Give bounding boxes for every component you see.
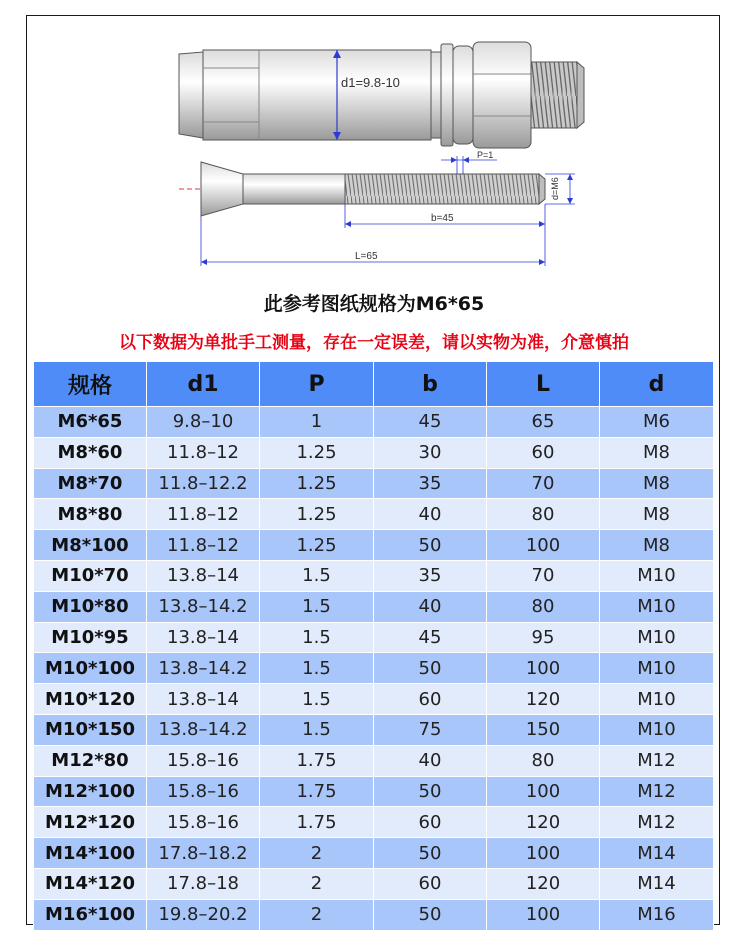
- cell-p: 2: [260, 838, 374, 869]
- cell-b: 40: [374, 745, 487, 776]
- cell-d1: 15.8–16: [147, 745, 260, 776]
- header-spec: 规格: [34, 362, 147, 407]
- measurement-disclaimer: 以下数据为单批手工测量，存在一定误差，请以实物为准，介意慎拍: [119, 333, 629, 353]
- cell-spec: M10*120: [34, 684, 147, 715]
- cell-d: M8: [600, 530, 714, 561]
- spec-sheet-frame: [26, 15, 720, 925]
- table-body: [34, 407, 714, 931]
- cell-l: 100: [487, 653, 600, 684]
- cell-spec: M12*100: [34, 776, 147, 807]
- cell-p: 1.5: [260, 714, 374, 745]
- cell-l: 150: [487, 714, 600, 745]
- cell-spec: M10*100: [34, 653, 147, 684]
- cell-l: 120: [487, 868, 600, 899]
- table-row: [34, 653, 714, 684]
- cell-p: 1.75: [260, 776, 374, 807]
- cell-l: 100: [487, 838, 600, 869]
- bottom-bolt-figure: [179, 150, 575, 266]
- cell-l: 80: [487, 745, 600, 776]
- table-row: [34, 560, 714, 591]
- cell-d1: 17.8–18: [147, 868, 260, 899]
- cell-l: 60: [487, 437, 600, 468]
- table-row: [34, 807, 714, 838]
- cell-d1: 13.8–14.2: [147, 714, 260, 745]
- cell-d1: 13.8–14.2: [147, 591, 260, 622]
- table-row: [34, 714, 714, 745]
- table-row: [34, 684, 714, 715]
- cell-d: M8: [600, 468, 714, 499]
- cell-spec: M12*80: [34, 745, 147, 776]
- cell-d1: 11.8–12: [147, 437, 260, 468]
- cell-d: M10: [600, 560, 714, 591]
- table-row: [34, 622, 714, 653]
- cell-p: 2: [260, 868, 374, 899]
- cell-d1: 9.8–10: [147, 407, 260, 438]
- table-row: [34, 868, 714, 899]
- cell-d1: 11.8–12: [147, 530, 260, 561]
- cell-b: 50: [374, 899, 487, 930]
- cell-l: 100: [487, 530, 600, 561]
- cell-b: 35: [374, 468, 487, 499]
- cell-b: 60: [374, 868, 487, 899]
- cell-p: 1.5: [260, 560, 374, 591]
- cell-d1: 13.8–14: [147, 622, 260, 653]
- cell-l: 80: [487, 499, 600, 530]
- header-p: P: [260, 362, 374, 407]
- table-header-row: [34, 362, 714, 407]
- cell-b: 35: [374, 560, 487, 591]
- pitch-dimension-label: P=1: [477, 150, 494, 160]
- cell-p: 1.25: [260, 499, 374, 530]
- header-l: L: [487, 362, 600, 407]
- table-row: [34, 776, 714, 807]
- cell-d: M14: [600, 838, 714, 869]
- cell-d1: 11.8–12: [147, 499, 260, 530]
- cell-l: 100: [487, 776, 600, 807]
- header-d: d: [600, 362, 714, 407]
- cell-d: M12: [600, 807, 714, 838]
- table-row: [34, 591, 714, 622]
- cell-d: M14: [600, 868, 714, 899]
- cell-spec: M8*60: [34, 437, 147, 468]
- cell-l: 100: [487, 899, 600, 930]
- table-row: [34, 437, 714, 468]
- spec-table: [33, 361, 714, 931]
- cell-d: M12: [600, 745, 714, 776]
- cell-d: M10: [600, 653, 714, 684]
- cell-spec: M8*100: [34, 530, 147, 561]
- cell-d: M16: [600, 899, 714, 930]
- cell-d1: 15.8–16: [147, 776, 260, 807]
- table-row: [34, 745, 714, 776]
- cell-p: 1.5: [260, 622, 374, 653]
- cell-spec: M8*80: [34, 499, 147, 530]
- drawing-caption: 此参考图纸规格为M6*65: [263, 293, 485, 315]
- cell-b: 50: [374, 838, 487, 869]
- l-dimension-label: L=65: [355, 251, 378, 262]
- cell-spec: M10*150: [34, 714, 147, 745]
- cell-p: 1.25: [260, 437, 374, 468]
- anchor-bolt-drawing: [27, 16, 721, 278]
- cell-spec: M12*120: [34, 807, 147, 838]
- cell-p: 2: [260, 899, 374, 930]
- cell-p: 1: [260, 407, 374, 438]
- d1-dimension-label: d1=9.8-10: [341, 75, 400, 90]
- table-row: [34, 530, 714, 561]
- cell-p: 1.5: [260, 684, 374, 715]
- table-row: [34, 407, 714, 438]
- top-anchor-figure: [179, 42, 584, 148]
- cell-l: 70: [487, 468, 600, 499]
- b-dimension-label: b=45: [431, 213, 454, 224]
- cell-b: 60: [374, 684, 487, 715]
- cell-spec: M6*65: [34, 407, 147, 438]
- cell-b: 45: [374, 407, 487, 438]
- cell-d: M6: [600, 407, 714, 438]
- cell-spec: M14*100: [34, 838, 147, 869]
- cell-p: 1.5: [260, 653, 374, 684]
- cell-b: 30: [374, 437, 487, 468]
- cell-d1: 17.8–18.2: [147, 838, 260, 869]
- cell-d: M10: [600, 591, 714, 622]
- cell-b: 75: [374, 714, 487, 745]
- cell-d: M10: [600, 684, 714, 715]
- cell-b: 45: [374, 622, 487, 653]
- table-row: [34, 499, 714, 530]
- cell-spec: M10*70: [34, 560, 147, 591]
- cell-b: 50: [374, 530, 487, 561]
- cell-p: 1.25: [260, 468, 374, 499]
- table-row: [34, 838, 714, 869]
- cell-spec: M8*70: [34, 468, 147, 499]
- cell-d1: 13.8–14.2: [147, 653, 260, 684]
- cell-b: 50: [374, 776, 487, 807]
- cell-d: M10: [600, 714, 714, 745]
- cell-d1: 15.8–16: [147, 807, 260, 838]
- cell-d1: 19.8–20.2: [147, 899, 260, 930]
- table-row: [34, 899, 714, 930]
- cell-spec: M16*100: [34, 899, 147, 930]
- cell-b: 40: [374, 499, 487, 530]
- cell-p: 1.75: [260, 807, 374, 838]
- cell-d1: 11.8–12.2: [147, 468, 260, 499]
- cell-b: 40: [374, 591, 487, 622]
- d-dimension-label: d=M6: [550, 177, 560, 200]
- cell-l: 70: [487, 560, 600, 591]
- cell-p: 1.75: [260, 745, 374, 776]
- cell-spec: M10*95: [34, 622, 147, 653]
- cell-d: M8: [600, 437, 714, 468]
- cell-d: M8: [600, 499, 714, 530]
- cell-l: 120: [487, 684, 600, 715]
- cell-d1: 13.8–14: [147, 684, 260, 715]
- cell-l: 120: [487, 807, 600, 838]
- cell-d: M12: [600, 776, 714, 807]
- cell-l: 95: [487, 622, 600, 653]
- cell-b: 60: [374, 807, 487, 838]
- cell-spec: M10*80: [34, 591, 147, 622]
- header-d1: d1: [147, 362, 260, 407]
- cell-p: 1.25: [260, 530, 374, 561]
- cell-spec: M14*120: [34, 868, 147, 899]
- cell-b: 50: [374, 653, 487, 684]
- cell-l: 65: [487, 407, 600, 438]
- header-b: b: [374, 362, 487, 407]
- cell-d1: 13.8–14: [147, 560, 260, 591]
- cell-l: 80: [487, 591, 600, 622]
- table-row: [34, 468, 714, 499]
- cell-d: M10: [600, 622, 714, 653]
- cell-p: 1.5: [260, 591, 374, 622]
